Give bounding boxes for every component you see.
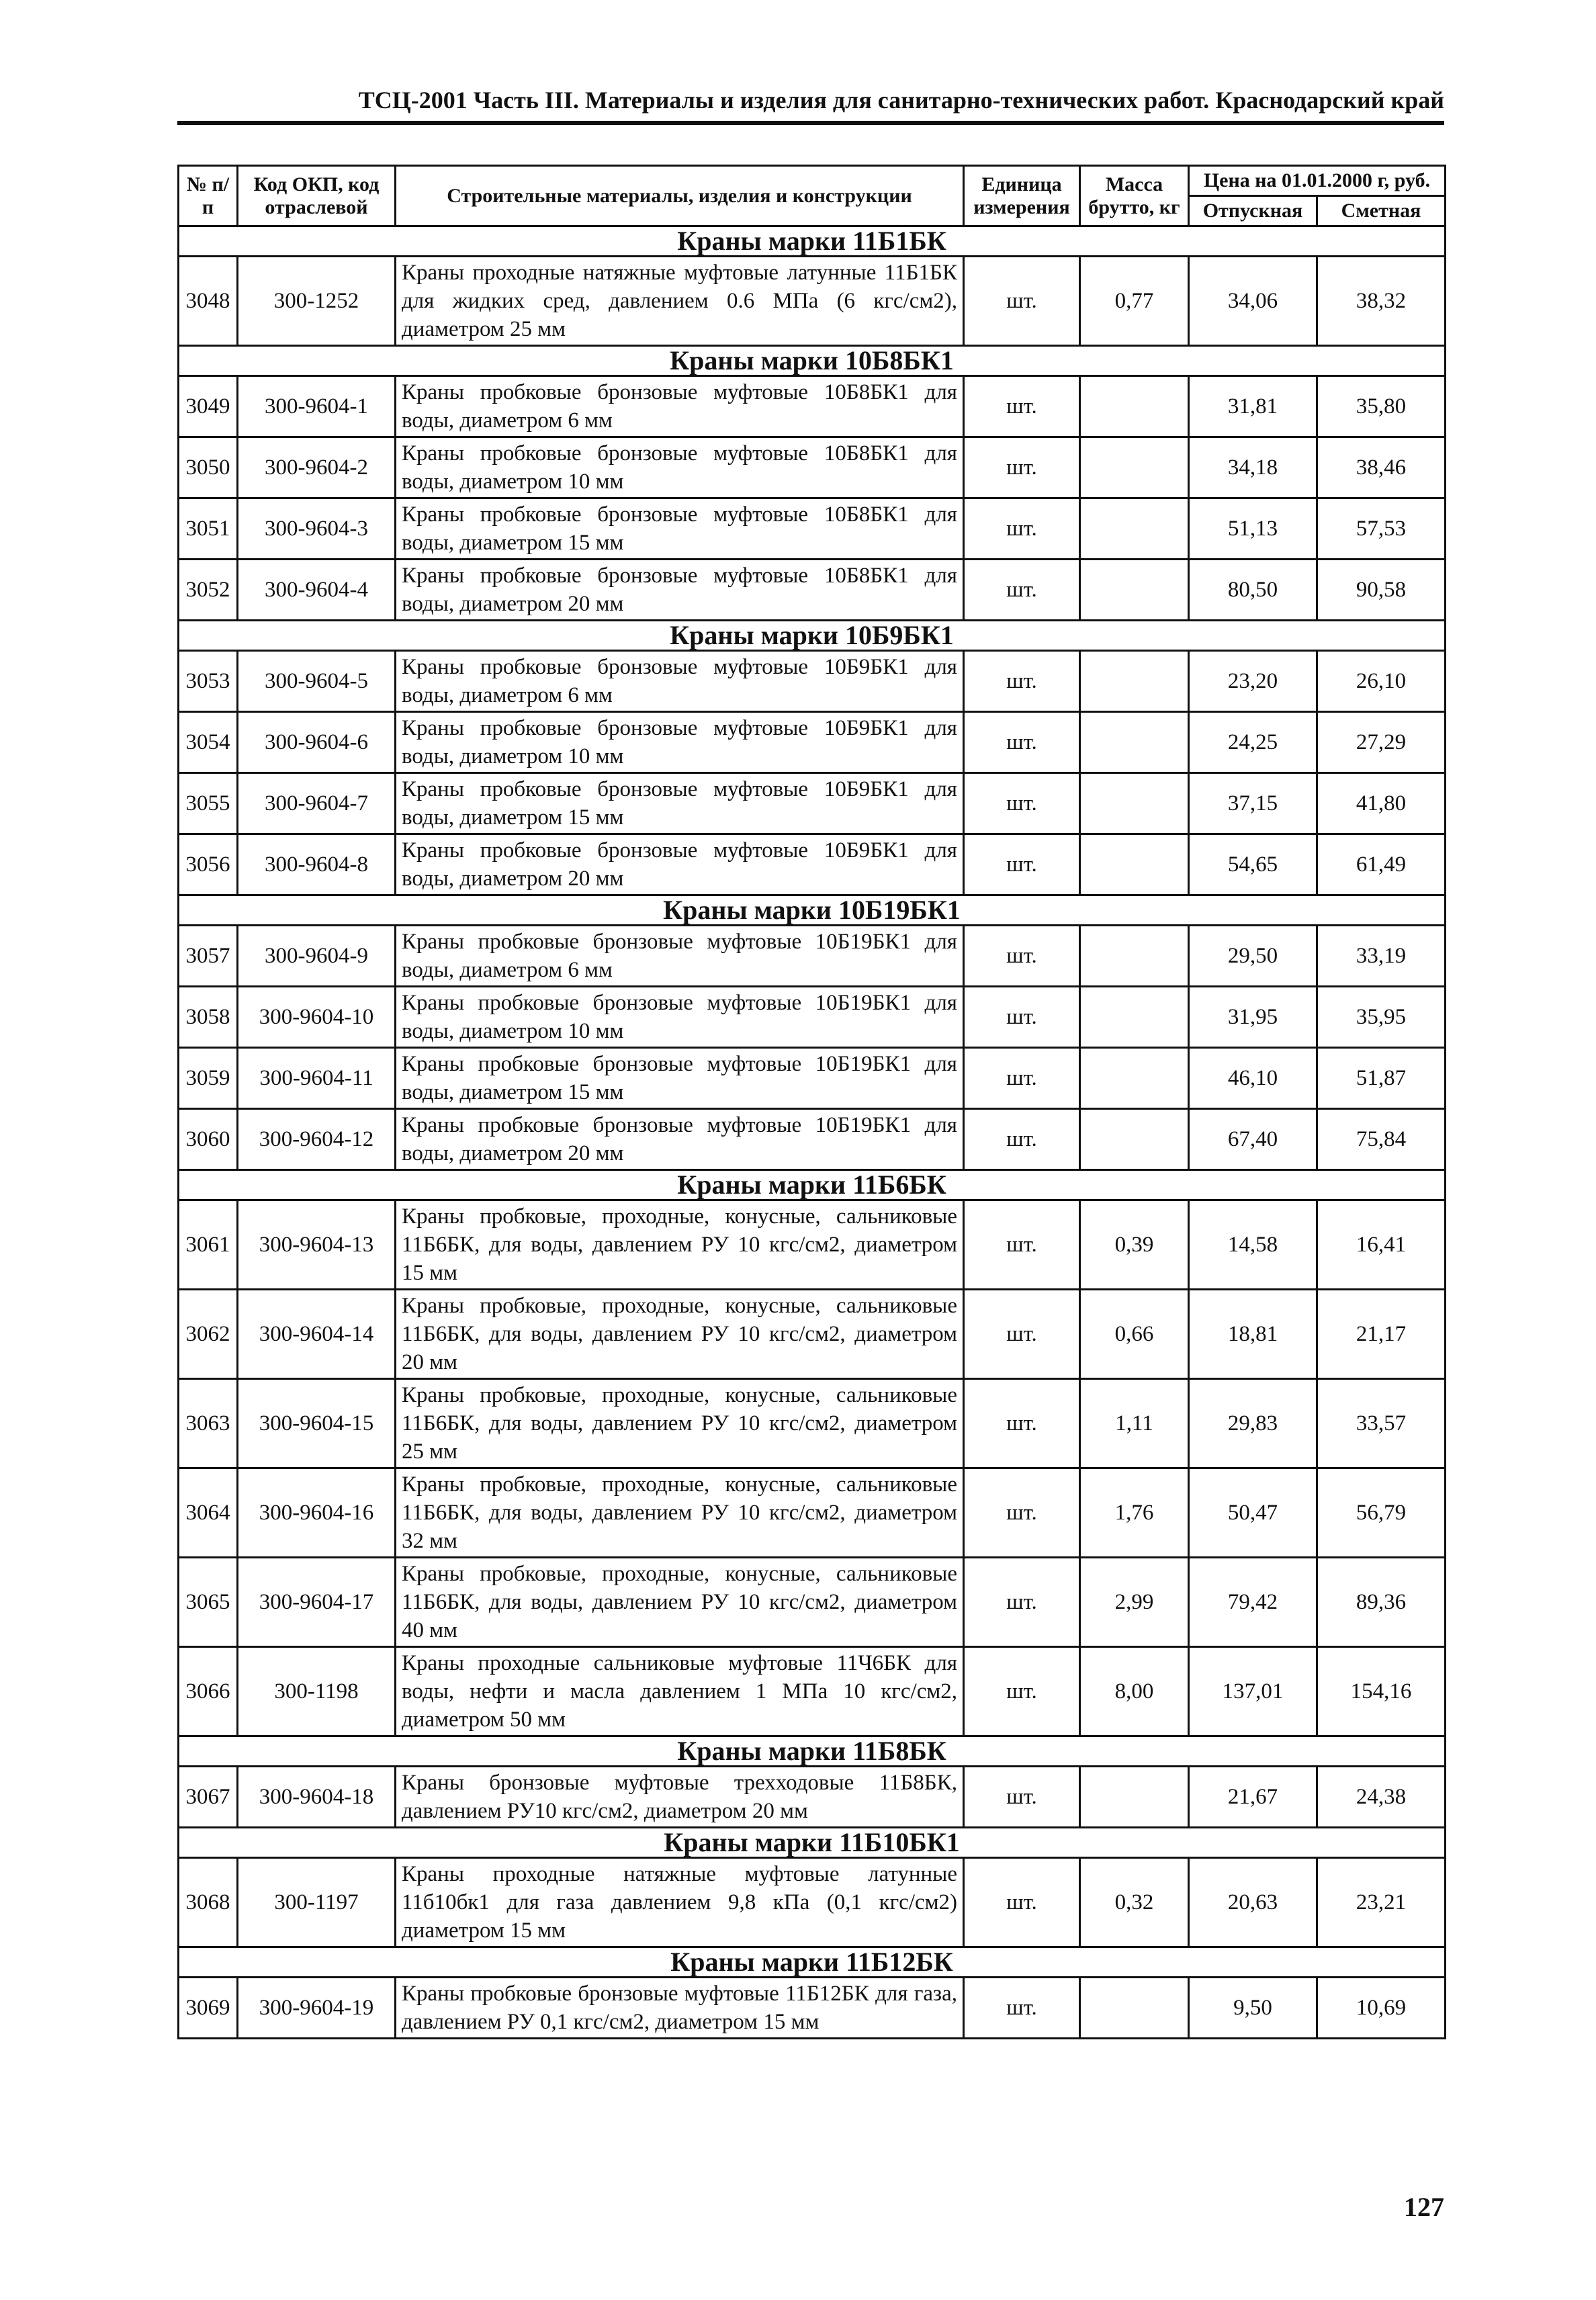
row-number: 3060: [179, 1109, 238, 1170]
release-price: 80,50: [1189, 560, 1317, 621]
section-header-row: [179, 621, 1446, 651]
item-description: Краны пробковые бронзовые муфтовые 10Б19БК1 для воды, диаметром 10 мм: [396, 987, 964, 1048]
row-number: 3064: [179, 1468, 238, 1558]
unit-of-measure: шт.: [964, 926, 1080, 987]
table-row: [179, 376, 1446, 437]
item-description: Краны бронзовые муфтовые трехходовые 11Б8БК, давлением РУ10 кгс/см2, диаметром 20 мм: [396, 1767, 964, 1828]
estimate-price: 26,10: [1317, 651, 1446, 712]
gross-mass: [1080, 560, 1189, 621]
gross-mass: 2,99: [1080, 1558, 1189, 1647]
estimate-price: 24,38: [1317, 1767, 1446, 1828]
release-price: 34,18: [1189, 437, 1317, 498]
release-price: 46,10: [1189, 1048, 1317, 1109]
okp-code: 300-9604-4: [238, 560, 396, 621]
release-price: 14,58: [1189, 1200, 1317, 1290]
estimate-price: 21,17: [1317, 1290, 1446, 1379]
header-rule: [177, 121, 1444, 125]
unit-of-measure: шт.: [964, 651, 1080, 712]
gross-mass: [1080, 712, 1189, 773]
unit-of-measure: шт.: [964, 1858, 1080, 1947]
okp-code: 300-9604-7: [238, 773, 396, 834]
release-price: 21,67: [1189, 1767, 1317, 1828]
okp-code: 300-9604-12: [238, 1109, 396, 1170]
release-price: 9,50: [1189, 1978, 1317, 2039]
okp-code: 300-9604-1: [238, 376, 396, 437]
okp-code: 300-9604-10: [238, 987, 396, 1048]
table-row: [179, 834, 1446, 895]
item-description: Краны проходные натяжные муфтовые латунные 11б10бк1 для газа давлением 9,8 кПа (0,1 кгс/см2) диаметром 15 мм: [396, 1858, 964, 1947]
table-row: [179, 1048, 1446, 1109]
item-description: Краны пробковые, проходные, конусные, сальниковые 11Б6БК, для воды, давлением РУ 10 кгс/см2, диаметром 40 мм: [396, 1558, 964, 1647]
row-number: 3062: [179, 1290, 238, 1379]
table-row: [179, 773, 1446, 834]
estimate-price: 57,53: [1317, 498, 1446, 560]
table-row: [179, 1109, 1446, 1170]
item-description: Краны пробковые, проходные, конусные, сальниковые 11Б6БК, для воды, давлением РУ 10 кгс/см2, диаметром 15 мм: [396, 1200, 964, 1290]
col-mass-header: Масса брутто, кг: [1080, 166, 1189, 226]
item-description: Краны пробковые бронзовые муфтовые 11Б12БК для газа, давлением РУ 0,1 кгс/см2, диаметром 15 мм: [396, 1978, 964, 2039]
estimate-price: 38,46: [1317, 437, 1446, 498]
estimate-price: 33,57: [1317, 1379, 1446, 1468]
okp-code: 300-1197: [238, 1858, 396, 1947]
table-header: [179, 166, 1446, 226]
gross-mass: [1080, 1978, 1189, 2039]
row-number: 3057: [179, 926, 238, 987]
estimate-price: 16,41: [1317, 1200, 1446, 1290]
row-number: 3048: [179, 257, 238, 346]
gross-mass: 1,11: [1080, 1379, 1189, 1468]
unit-of-measure: шт.: [964, 834, 1080, 895]
release-price: 79,42: [1189, 1558, 1317, 1647]
gross-mass: [1080, 987, 1189, 1048]
table-row: [179, 1468, 1446, 1558]
unit-of-measure: шт.: [964, 376, 1080, 437]
unit-of-measure: шт.: [964, 1767, 1080, 1828]
release-price: 20,63: [1189, 1858, 1317, 1947]
gross-mass: [1080, 834, 1189, 895]
item-description: Краны пробковые бронзовые муфтовые 10Б19БК1 для воды, диаметром 20 мм: [396, 1109, 964, 1170]
row-number: 3067: [179, 1767, 238, 1828]
table-row: [179, 1858, 1446, 1947]
row-number: 3068: [179, 1858, 238, 1947]
col-price-release-header: Отпускная: [1189, 196, 1317, 226]
okp-code: 300-9604-13: [238, 1200, 396, 1290]
col-desc-header: Строительные материалы, изделия и конструкции: [396, 166, 964, 226]
item-description: Краны пробковые бронзовые муфтовые 10Б9БК1 для воды, диаметром 20 мм: [396, 834, 964, 895]
gross-mass: [1080, 498, 1189, 560]
section-header-row: [179, 1170, 1446, 1200]
item-description: Краны пробковые бронзовые муфтовые 10Б9БК1 для воды, диаметром 10 мм: [396, 712, 964, 773]
gross-mass: [1080, 651, 1189, 712]
release-price: 51,13: [1189, 498, 1317, 560]
gross-mass: 0,32: [1080, 1858, 1189, 1947]
col-code-header: Код ОКП, код отраслевой: [238, 166, 396, 226]
okp-code: 300-9604-11: [238, 1048, 396, 1109]
unit-of-measure: шт.: [964, 498, 1080, 560]
okp-code: 300-9604-14: [238, 1290, 396, 1379]
gross-mass: 8,00: [1080, 1647, 1189, 1736]
unit-of-measure: шт.: [964, 1468, 1080, 1558]
estimate-price: 38,32: [1317, 257, 1446, 346]
table-body: [179, 226, 1446, 2039]
okp-code: 300-9604-3: [238, 498, 396, 560]
okp-code: 300-9604-8: [238, 834, 396, 895]
gross-mass: 1,76: [1080, 1468, 1189, 1558]
row-number: 3055: [179, 773, 238, 834]
gross-mass: 0,66: [1080, 1290, 1189, 1379]
estimate-price: 35,95: [1317, 987, 1446, 1048]
row-number: 3051: [179, 498, 238, 560]
table-row: [179, 651, 1446, 712]
unit-of-measure: шт.: [964, 1647, 1080, 1736]
section-title: Краны марки 11Б8БК: [179, 1736, 1446, 1767]
section-header-row: [179, 895, 1446, 926]
release-price: 31,95: [1189, 987, 1317, 1048]
section-title: Краны марки 10Б8БК1: [179, 346, 1446, 376]
item-description: Краны пробковые бронзовые муфтовые 10Б9БК1 для воды, диаметром 6 мм: [396, 651, 964, 712]
section-title: Краны марки 11Б6БК: [179, 1170, 1446, 1200]
gross-mass: [1080, 437, 1189, 498]
table-row: [179, 1647, 1446, 1736]
row-number: 3059: [179, 1048, 238, 1109]
row-number: 3058: [179, 987, 238, 1048]
release-price: 34,06: [1189, 257, 1317, 346]
estimate-price: 10,69: [1317, 1978, 1446, 2039]
section-header-row: [179, 346, 1446, 376]
okp-code: 300-9604-2: [238, 437, 396, 498]
estimate-price: 51,87: [1317, 1048, 1446, 1109]
unit-of-measure: шт.: [964, 560, 1080, 621]
row-number: 3056: [179, 834, 238, 895]
col-price-header: Цена на 01.01.2000 г, руб.: [1189, 166, 1446, 196]
table-row: [179, 1558, 1446, 1647]
item-description: Краны пробковые бронзовые муфтовые 10Б9БК1 для воды, диаметром 15 мм: [396, 773, 964, 834]
unit-of-measure: шт.: [964, 1978, 1080, 2039]
release-price: 50,47: [1189, 1468, 1317, 1558]
estimate-price: 89,36: [1317, 1558, 1446, 1647]
table-row: [179, 1290, 1446, 1379]
gross-mass: [1080, 1767, 1189, 1828]
row-number: 3069: [179, 1978, 238, 2039]
okp-code: 300-9604-9: [238, 926, 396, 987]
estimate-price: 90,58: [1317, 560, 1446, 621]
estimate-price: 56,79: [1317, 1468, 1446, 1558]
okp-code: 300-1198: [238, 1647, 396, 1736]
unit-of-measure: шт.: [964, 1109, 1080, 1170]
page-number: 127: [1404, 2192, 1444, 2222]
row-number: 3061: [179, 1200, 238, 1290]
gross-mass: [1080, 376, 1189, 437]
table-row: [179, 257, 1446, 346]
row-number: 3065: [179, 1558, 238, 1647]
okp-code: 300-9604-5: [238, 651, 396, 712]
okp-code: 300-9604-19: [238, 1978, 396, 2039]
section-title: Краны марки 11Б1БК: [179, 226, 1446, 257]
section-title: Краны марки 10Б9БК1: [179, 621, 1446, 651]
estimate-price: 75,84: [1317, 1109, 1446, 1170]
row-number: 3063: [179, 1379, 238, 1468]
item-description: Краны пробковые, проходные, конусные, сальниковые 11Б6БК, для воды, давлением РУ 10 кгс/см2, диаметром 25 мм: [396, 1379, 964, 1468]
unit-of-measure: шт.: [964, 712, 1080, 773]
col-num-header: № п/п: [179, 166, 238, 226]
okp-code: 300-9604-18: [238, 1767, 396, 1828]
release-price: 67,40: [1189, 1109, 1317, 1170]
table-row: [179, 498, 1446, 560]
row-number: 3052: [179, 560, 238, 621]
gross-mass: [1080, 1048, 1189, 1109]
gross-mass: 0,77: [1080, 257, 1189, 346]
release-price: 29,83: [1189, 1379, 1317, 1468]
item-description: Краны пробковые бронзовые муфтовые 10Б8БК1 для воды, диаметром 15 мм: [396, 498, 964, 560]
unit-of-measure: шт.: [964, 1558, 1080, 1647]
estimate-price: 23,21: [1317, 1858, 1446, 1947]
section-header-row: [179, 1736, 1446, 1767]
unit-of-measure: шт.: [964, 257, 1080, 346]
unit-of-measure: шт.: [964, 1379, 1080, 1468]
section-title: Краны марки 11Б10БК1: [179, 1828, 1446, 1858]
okp-code: 300-9604-17: [238, 1558, 396, 1647]
section-title: Краны марки 10Б19БК1: [179, 895, 1446, 926]
item-description: Краны пробковые бронзовые муфтовые 10Б8БК1 для воды, диаметром 6 мм: [396, 376, 964, 437]
item-description: Краны проходные сальниковые муфтовые 11Ч6БК для воды, нефти и масла давлением 1 МПа 10 кгс/см2, диаметром 50 мм: [396, 1647, 964, 1736]
estimate-price: 27,29: [1317, 712, 1446, 773]
price-table: [177, 165, 1446, 2039]
table-row: [179, 712, 1446, 773]
item-description: Краны пробковые бронзовые муфтовые 10Б8БК1 для воды, диаметром 20 мм: [396, 560, 964, 621]
table-row: [179, 560, 1446, 621]
release-price: 18,81: [1189, 1290, 1317, 1379]
release-price: 31,81: [1189, 376, 1317, 437]
release-price: 137,01: [1189, 1647, 1317, 1736]
gross-mass: [1080, 926, 1189, 987]
section-header-row: [179, 1828, 1446, 1858]
unit-of-measure: шт.: [964, 773, 1080, 834]
section-header-row: [179, 226, 1446, 257]
unit-of-measure: шт.: [964, 1290, 1080, 1379]
unit-of-measure: шт.: [964, 987, 1080, 1048]
col-unit-header: Единица измерения: [964, 166, 1080, 226]
section-title: Краны марки 11Б12БК: [179, 1947, 1446, 1978]
item-description: Краны пробковые бронзовые муфтовые 10Б19БК1 для воды, диаметром 15 мм: [396, 1048, 964, 1109]
release-price: 37,15: [1189, 773, 1317, 834]
col-price-estimate-header: Сметная: [1317, 196, 1446, 226]
table-row: [179, 437, 1446, 498]
unit-of-measure: шт.: [964, 1200, 1080, 1290]
table-row: [179, 1767, 1446, 1828]
table-row: [179, 926, 1446, 987]
gross-mass: 0,39: [1080, 1200, 1189, 1290]
item-description: Краны пробковые бронзовые муфтовые 10Б19БК1 для воды, диаметром 6 мм: [396, 926, 964, 987]
row-number: 3053: [179, 651, 238, 712]
section-header-row: [179, 1947, 1446, 1978]
table-row: [179, 1379, 1446, 1468]
okp-code: 300-1252: [238, 257, 396, 346]
estimate-price: 41,80: [1317, 773, 1446, 834]
item-description: Краны пробковые, проходные, конусные, сальниковые 11Б6БК, для воды, давлением РУ 10 кгс/см2, диаметром 32 мм: [396, 1468, 964, 1558]
table-row: [179, 987, 1446, 1048]
estimate-price: 61,49: [1317, 834, 1446, 895]
row-number: 3049: [179, 376, 238, 437]
unit-of-measure: шт.: [964, 1048, 1080, 1109]
row-number: 3066: [179, 1647, 238, 1736]
table-row: [179, 1200, 1446, 1290]
item-description: Краны проходные натяжные муфтовые латунные 11Б1БК для жидких сред, давлением 0.6 МПа (6 кгс/см2), диаметром 25 мм: [396, 257, 964, 346]
release-price: 23,20: [1189, 651, 1317, 712]
unit-of-measure: шт.: [964, 437, 1080, 498]
table-row: [179, 1978, 1446, 2039]
okp-code: 300-9604-15: [238, 1379, 396, 1468]
okp-code: 300-9604-16: [238, 1468, 396, 1558]
okp-code: 300-9604-6: [238, 712, 396, 773]
release-price: 24,25: [1189, 712, 1317, 773]
release-price: 29,50: [1189, 926, 1317, 987]
estimate-price: 33,19: [1317, 926, 1446, 987]
row-number: 3054: [179, 712, 238, 773]
estimate-price: 154,16: [1317, 1647, 1446, 1736]
row-number: 3050: [179, 437, 238, 498]
gross-mass: [1080, 773, 1189, 834]
item-description: Краны пробковые, проходные, конусные, сальниковые 11Б6БК, для воды, давлением РУ 10 кгс/см2, диаметром 20 мм: [396, 1290, 964, 1379]
gross-mass: [1080, 1109, 1189, 1170]
release-price: 54,65: [1189, 834, 1317, 895]
page-header: ТСЦ-2001 Часть III. Материалы и изделия для санитарно-технических работ. Краснодарский край: [358, 87, 1444, 114]
estimate-price: 35,80: [1317, 376, 1446, 437]
item-description: Краны пробковые бронзовые муфтовые 10Б8БК1 для воды, диаметром 10 мм: [396, 437, 964, 498]
